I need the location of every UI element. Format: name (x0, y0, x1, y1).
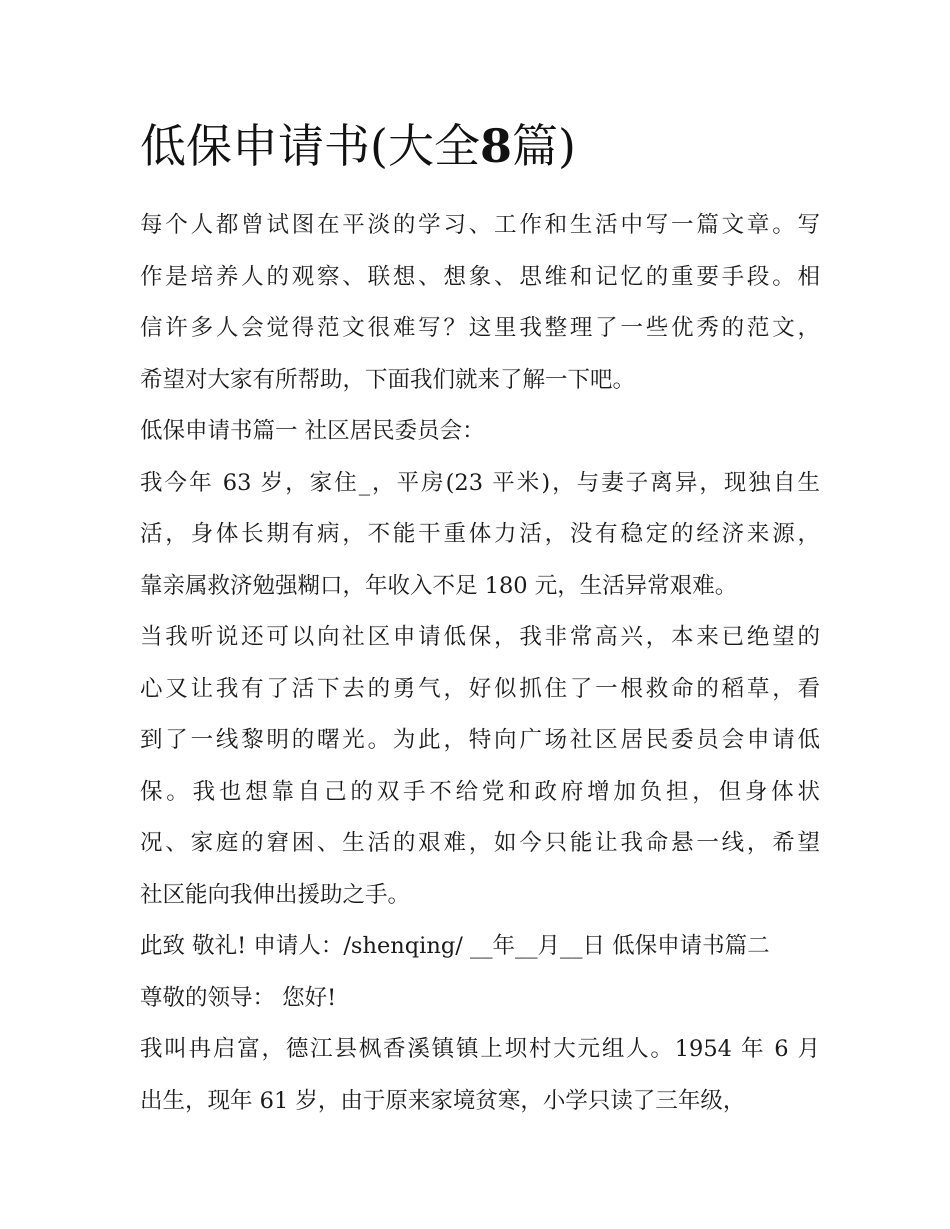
body-line: 况、家庭的窘困、生活的艰难，如今只能让我命悬一线，希望 (140, 830, 820, 856)
body-line: 保。我也想靠自己的双手不给党和政府增加负担，但身体状 (140, 778, 820, 805)
body-line: 靠亲属救济勉强糊口，年收入不足 180 元，生活异常艰难。 (140, 572, 738, 599)
title-number: 8 (479, 119, 512, 173)
body-line: 出生，现年 61 岁，由于原来家境贫寒，小学只读了三年级， (140, 1087, 746, 1114)
body-line: 当我听说还可以向社区申请低保，我非常高兴，本来已绝望的 (140, 624, 820, 650)
body-line: 希望对大家有所帮助，下面我们就来了解一下吧。 (140, 366, 636, 393)
body-line: 活，身体长期有病，不能干重体力活，没有稳定的经济来源， (140, 521, 820, 547)
title-suffix: 篇) (511, 119, 576, 173)
body-line: 信许多人会觉得范文很难写？这里我整理了一些优秀的范文， (140, 315, 820, 341)
section-heading-1: 低保申请书篇一 社区居民委员会： (140, 418, 485, 444)
body-line: 心又让我有了活下去的勇气，好似抓住了一根救命的稻草，看 (140, 675, 820, 702)
title-prefix: 低保申请书(大全 (140, 119, 480, 173)
closing-and-section-heading-2: 此致 敬礼! 申请人：/shenqing/ __年__月__日 低保申请书篇二 (140, 933, 770, 959)
body-line: 我今年 63 岁，家住_，平房(23 平米)，与妻子离异，现独自生 (140, 469, 820, 496)
body-line: 作是培养人的观察、联想、想象、思维和记忆的重要手段。相 (140, 263, 820, 290)
body-line: 到了一线黎明的曙光。为此，特向广场社区居民委员会申请低 (140, 727, 820, 753)
salutation-line: 尊敬的领导： 您好! (140, 984, 337, 1011)
body-line: 我叫冉启富，德江县枫香溪镇镇上坝村大元组人。1954 年 6 月 (140, 1036, 820, 1062)
document-body (140, 200, 820, 1127)
document-title (140, 116, 820, 176)
body-line: 每个人都曾试图在平淡的学习、工作和生活中写一篇文章。写 (140, 212, 820, 238)
body-line: 社区能向我伸出援助之手。 (140, 881, 411, 908)
